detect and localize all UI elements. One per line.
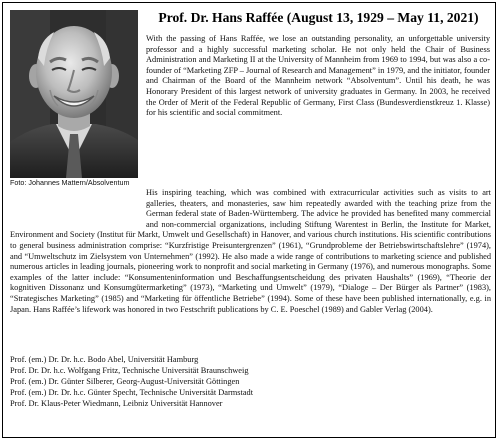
paragraph-2-container — [10, 188, 491, 315]
obituary-title: Prof. Dr. Hans Raffée (August 13, 1929 – May 11, 2021) — [158, 10, 479, 25]
paragraph-1: With the passing of Hans Raffée, we lose an outstanding personality, an unforgettable university professor and a highly successful marketing scholar. He not only held the Chair of Business Administration and Marketing II at the University of Mannheim from 1969 to 1994, but was also a co-founder of “Marketing ZFP – Journal of Research and Management” in 1979, and the initiator, founder and Chairman of the Board of the Mannheim network “Absolventum”. Until his death, he was Honorary President of this largest network of university graduates in Germany. In 2003, he received the Order of Merit of the Federal Republic of Germany, First Class (Bundesverdienstkreuz 1. Klasse) for his scientific and social commitment. — [146, 34, 490, 118]
signatory: Prof. Dr. Klaus-Peter Wiedmann, Leibniz Universität Hannover — [10, 399, 223, 409]
signatories-list — [10, 354, 491, 409]
paragraph-2: His inspiring teaching, which was combined with extracurricular activities such as visits to art galleries, theaters, and monasteries, saw him repeatedly awarded with the teaching prize from the German federal state of Baden-Württemberg. The advice he provided has benefited many commercial and non-commercial organizations, including Stiftung Warentest in Berlin, the Institute for Market, Environment and Society (Institut für Markt, Umwelt und Gesellschaft) in Hanover, and various church institutions. His scientific contributions to general business administration comprise: “Kurzfristige Preisuntergrenzen” (1961), “Grundprobleme der Betriebswirtschaftslehre” (1974), and “Umweltschutz im Zielsystem von Unternehmen” (1992). He also made a wide range of contributions to marketing science and published numerous articles in leading journals, pioneering work to nonprofit and social marketing in Germany (1976), and numerous monographs. Some examples of the latter include: “Konsumenteninformation und Beschaffungsentscheidung des privaten Haushalts” (1969), “Theorie der kognitiven Dissonanz und Konsumgütermarketing” (1973), “Marketing und Umwelt” (1979), “Dialoge – Der Bürger als Partner” (1983), “Strategisches Marketing” (1985) and “Marketing für öffentliche Betriebe” (1994). Some of these have been published internationally, e.g. in Japan. Hans Raffée’s lifework was honored in two Festschrift publications by C. E. Poeschel (1989) and Gabler Verlag (2004). — [10, 188, 491, 314]
signatory: Prof. (em.) Dr. Günter Silberer, Georg-August-Universität Göttingen — [10, 377, 240, 387]
portrait-photo — [10, 10, 138, 178]
photo-wrap-spacer — [10, 188, 146, 220]
portrait-figure — [10, 10, 138, 188]
photo-credit: Foto: Johannes Mattern/Absolventum — [10, 178, 130, 187]
signatory: Prof. (em.) Dr. Dr. h.c. Günter Specht, Technische Universität Darmstadt — [10, 388, 254, 398]
portrait-illustration — [10, 10, 138, 178]
signatory: Prof. Dr. Dr. h.c. Wolfgang Fritz, Technische Universität Braunschweig — [10, 366, 249, 376]
signatory: Prof. (em.) Dr. Dr. h.c. Bodo Abel, Universität Hamburg — [10, 355, 199, 364]
